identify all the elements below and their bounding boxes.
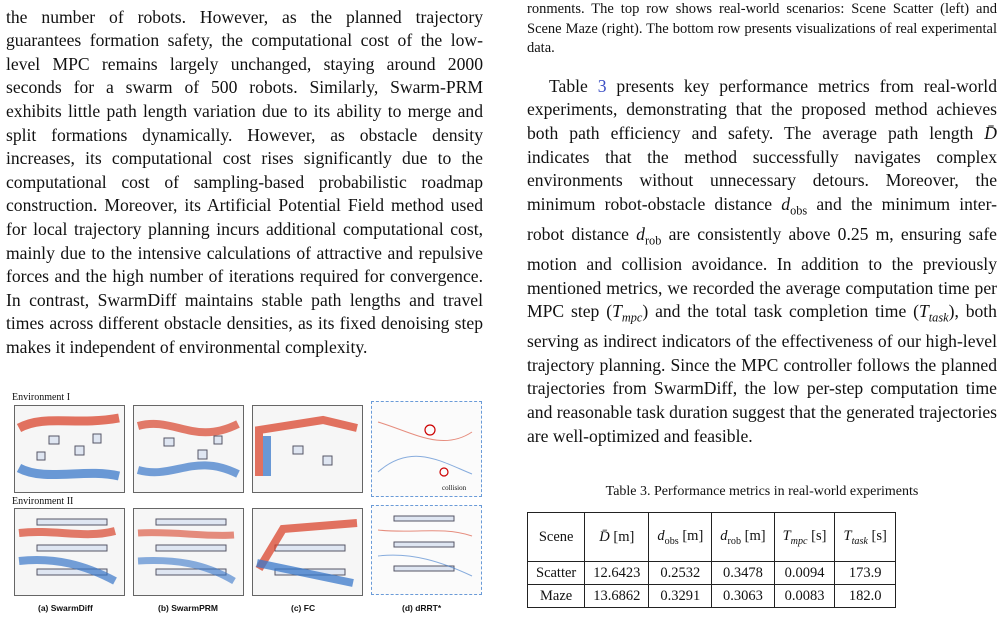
header-cell: $d_{rob}$ [m] [712,513,774,562]
env1-label: Environment I [12,392,71,403]
left-paragraph: the number of robots. However, as the planned trajectory guarantees formation safety, the computational cost of the low-level MPC remains largely unchanged, staying around 2000 seconds for a swarm of 500 robots. Similarly, Swarm-PRM exhibits little path length variation due to its ability to merge and split formations dynamically. However, as obstacle density increases, its computational cost rises significantly due to the computational cost of sampling-based probabilistic roadmap construction. Moreover, its Artificial Potential Field method used for local trajectory planning incurs additional computational cost, mainly due to the intensive calculations of attractive and repulsive forces and the high number of iterations required for convergence. In contrast, SwarmDiff maintains stable path lengths and travel times across different obstacle densities, as its fixed denoising step makes it independent of environmental complexity. [6,6,483,357]
header-cell: D̄ [m] [585,513,649,562]
table-cell: 0.0094 [774,562,835,585]
label-fc: (c) FC [291,603,316,613]
trajectory-plot [372,402,480,494]
table-cell: 0.3291 [649,585,712,608]
table-ref-link[interactable]: 3 [597,75,607,96]
trajectory-plot [134,509,242,594]
trajectory-plot [372,506,480,592]
table-cell: 0.3063 [712,585,774,608]
env2-label: Environment II [12,496,74,507]
table-cell: 182.0 [835,585,895,608]
label-swarmprm: (b) SwarmPRM [158,603,218,613]
performance-table [527,512,896,608]
comparison-figure [8,392,488,620]
panel-swarmdiff-env1 [14,405,125,493]
table-cell: 0.3478 [712,562,774,585]
table-row [528,562,896,585]
label-drrt: (d) dRRT* [402,603,442,613]
trajectory-plot [15,406,123,491]
left-column-text [6,0,483,377]
trajectory-plot [134,406,242,491]
table-header-row [528,513,896,562]
panel-fc-env1 [252,405,363,493]
trajectory-plot [253,406,361,491]
table-cell: 0.2532 [649,562,712,585]
panel-swarmprm-env1 [133,405,244,493]
right-column [527,0,997,448]
trajectory-plot [253,509,361,594]
trajectory-plot [15,509,123,594]
table-cell: Maze [528,585,585,608]
table-row [528,585,896,608]
panel-fc-env2 [252,508,363,596]
panel-drrt-env2 [371,505,482,595]
table-cell: 12.6423 [585,562,649,585]
header-cell: $d_{obs}$ [m] [649,513,712,562]
table-cell: Scatter [528,562,585,585]
figure-caption-continuation: ronments. The top row shows real-world scenarios: Scene Scatter (left) and Scene Maze (right). The bottom row presents visualizations of real experimental data. [527,1,997,57]
table-cell: 13.6862 [585,585,649,608]
header-cell: $T_{task}$ [s] [835,513,895,562]
panel-drrt-env1 [371,401,482,497]
table-caption: Table 3. Performance metrics in real-world experiments [605,484,919,499]
header-cell: Scene [528,513,585,562]
right-paragraph: Table 3 presents key performance metrics from real-world experiments, demonstrating that the proposed method achieves both path efficiency and safety. The average path length D̄ indicates that the method successfully navigates complex environments without unnecessary detours. Moreover, the minimum robot-obstacle distance $d_{obs}$ and the minimum inter-robot distance $d_{rob}$ are consistently above 0.25 m, ensuring safe motion and collision avoidance. In addition to the previously mentioned metrics, we recorded the average computation time per MPC step $(T_{mpc})$ and the total task completion time $(T_{task})$, both serving as indirect indicators of the effectiveness of our high-level trajectory planning. Since the MPC controller follows the planned trajectories from SwarmDiff, the low per-step computation time and reasonable task duration suggest that the generated trajectories are well-optimized and feasible. [527,75,998,446]
label-swarmdiff: (a) SwarmDiff [38,603,93,613]
header-cell: $T_{mpc}$ [s] [774,513,835,562]
panel-swarmdiff-env2 [14,508,125,596]
collision-label: collision [442,484,467,492]
table-cell: 0.0083 [774,585,835,608]
table-cell: 173.9 [835,562,895,585]
panel-swarmprm-env2 [133,508,244,596]
